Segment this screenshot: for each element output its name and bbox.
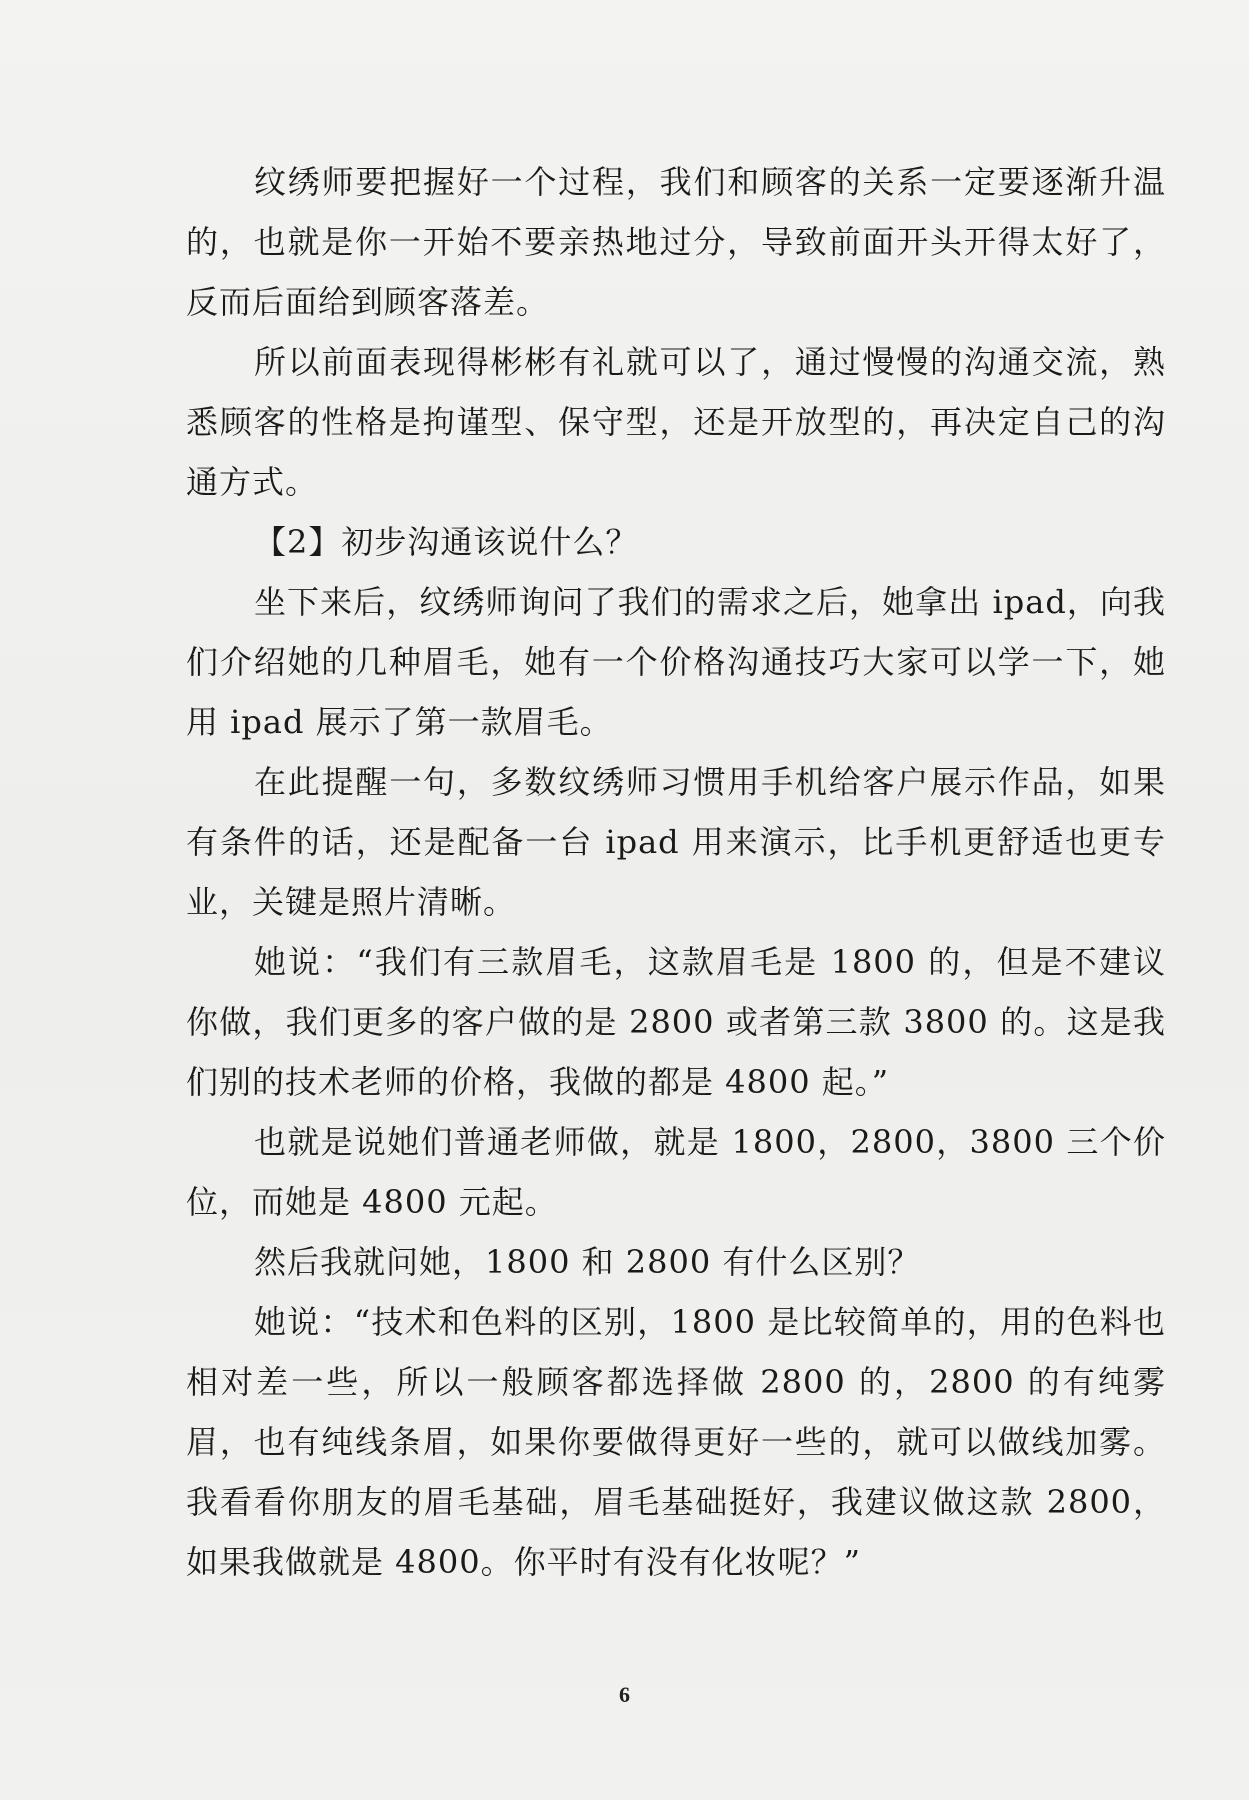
paragraph-4: 在此提醒一句，多数纹绣师习惯用手机给客户展示作品，如果有条件的话，还是配备一台 ipad 用来演示，比手机更舒适也更专业，关键是照片清晰。 — [186, 763, 1166, 921]
paragraph-8: 她说：“技术和色料的区别，1800 是比较简单的，用的色料也相对差一些，所以一般顾客都选择做 2800 的，2800 的有纯雾眉，也有纯线条眉，如果你要做得更好一些的，就可以做线加雾。我看看你朋友的眉毛基础，眉毛基础挺好，我建议做这款 2800，如果我做就是 4800。你平时有没有化妆呢？” — [186, 1303, 1166, 1581]
body-text — [186, 152, 1166, 1592]
page-number: 6 — [619, 1682, 630, 1707]
paragraph-7: 然后我就问她，1800 和 2800 有什么区别？ — [254, 1243, 921, 1281]
paragraph-3: 坐下来后，纹绣师询问了我们的需求之后，她拿出 ipad，向我们介绍她的几种眉毛，她有一个价格沟通技巧大家可以学一下，她用 ipad 展示了第一款眉毛。 — [186, 583, 1166, 741]
paragraph-1: 纹绣师要把握好一个过程，我们和顾客的关系一定要逐渐升温的，也就是你一开始不要亲热地过分，导致前面开头开得太好了，反而后面给到顾客落差。 — [186, 163, 1166, 321]
paragraph-2: 所以前面表现得彬彬有礼就可以了，通过慢慢的沟通交流，熟悉顾客的性格是拘谨型、保守型，还是开放型的，再决定自己的沟通方式。 — [186, 343, 1166, 501]
section-heading: 【2】初步沟通该说什么？ — [254, 523, 639, 561]
paragraph-6: 也就是说她们普通老师做，就是 1800，2800，3800 三个价位，而她是 4800 元起。 — [186, 1123, 1166, 1221]
paragraph-5: 她说：“我们有三款眉毛，这款眉毛是 1800 的，但是不建议你做，我们更多的客户做的是 2800 或者第三款 3800 的。这是我们别的技术老师的价格，我做的都是 4800 起。” — [186, 943, 1166, 1101]
